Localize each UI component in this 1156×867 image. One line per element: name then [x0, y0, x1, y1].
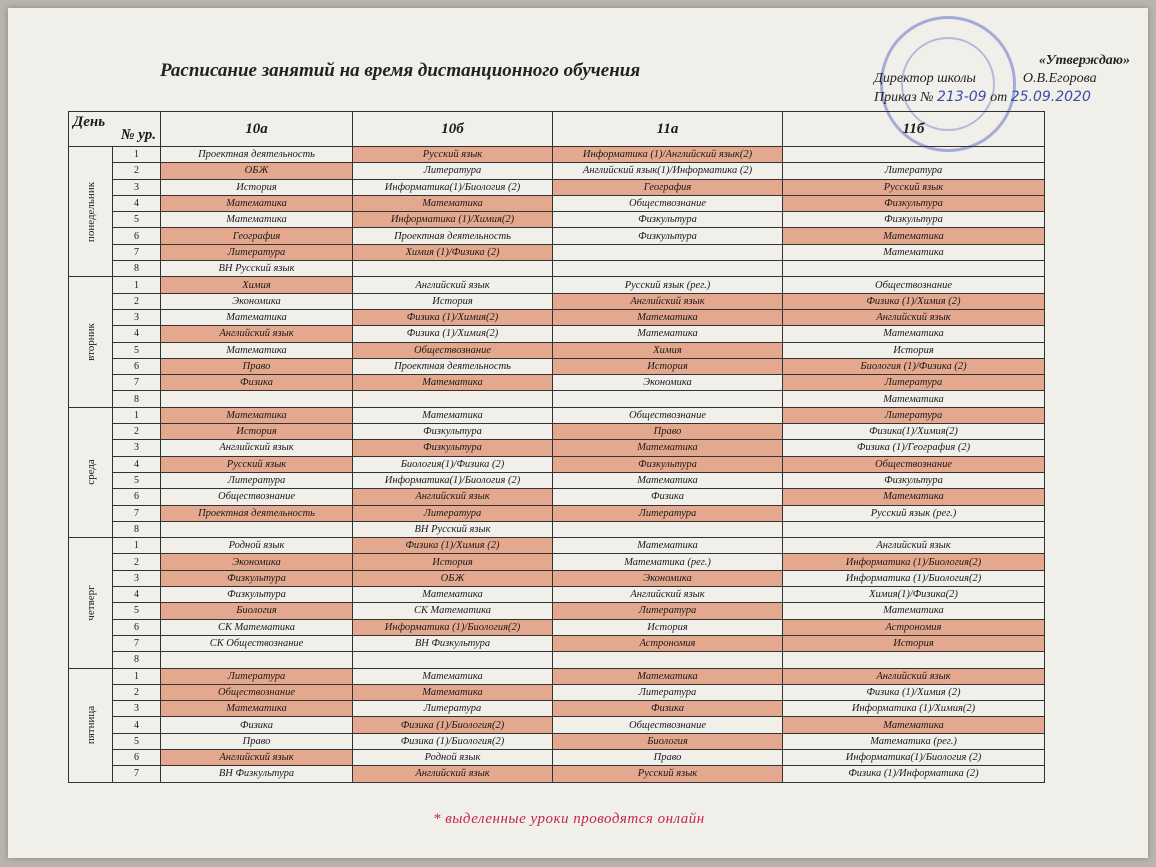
- lesson-number: 8: [113, 261, 161, 277]
- page-title: Расписание занятий на время дистанционного обучения: [160, 60, 641, 81]
- lesson-cell: ВН Физкультура: [161, 766, 353, 782]
- lesson-cell: Физика (1)/Химия(2): [353, 326, 553, 342]
- lesson-number: 7: [113, 244, 161, 260]
- lesson-number: 7: [113, 635, 161, 651]
- lesson-cell-online: Математика: [161, 701, 353, 717]
- day-label: вторник: [84, 323, 97, 361]
- lesson-cell-online: Математика: [353, 195, 553, 211]
- lesson-number: 3: [113, 701, 161, 717]
- day-label-cell: [69, 277, 113, 407]
- table-row: [69, 619, 1045, 635]
- lesson-cell: Физкультура: [783, 472, 1045, 488]
- lesson-cell-online: Русский язык: [783, 179, 1045, 195]
- lesson-cell: Физика: [161, 717, 353, 733]
- lesson-number: 1: [113, 407, 161, 423]
- table-row: [69, 652, 1045, 668]
- lesson-number: 5: [113, 342, 161, 358]
- lesson-cell-online: Английский язык: [553, 293, 783, 309]
- lesson-cell: [161, 652, 353, 668]
- lesson-number: 4: [113, 195, 161, 211]
- lesson-cell-online: Литература: [553, 505, 783, 521]
- lesson-cell: СК Математика: [353, 603, 553, 619]
- lesson-cell: [353, 261, 553, 277]
- lesson-cell-online: Информатика (1)/Химия(2): [353, 212, 553, 228]
- lesson-cell-online: Математика: [553, 440, 783, 456]
- day-label: понедельник: [84, 181, 97, 242]
- lesson-cell: Английский язык: [161, 440, 353, 456]
- lesson-number: 6: [113, 489, 161, 505]
- lesson-cell-online: Физика (1)/Химия (2): [783, 293, 1045, 309]
- table-row: [69, 326, 1045, 342]
- lesson-cell: [161, 521, 353, 537]
- approval-block: [874, 52, 1144, 107]
- lesson-cell-online: Физика (1)/Биология(2): [353, 717, 553, 733]
- lesson-cell: Обществознание: [553, 407, 783, 423]
- lesson-cell: Проектная деятельность: [161, 147, 353, 163]
- lesson-number: 4: [113, 587, 161, 603]
- table-row: [69, 717, 1045, 733]
- lesson-cell: История: [783, 342, 1045, 358]
- lesson-cell: Информатика(1)/Биология (2): [783, 749, 1045, 765]
- corner-header: [69, 112, 161, 147]
- lesson-cell-online: Право: [553, 424, 783, 440]
- lesson-cell: Литература: [353, 163, 553, 179]
- lesson-number: 1: [113, 538, 161, 554]
- lesson-cell-online: Математика: [161, 407, 353, 423]
- table-row: [69, 538, 1045, 554]
- lesson-cell: Математика: [353, 407, 553, 423]
- table-row: [69, 472, 1045, 488]
- lesson-cell-online: Обществознание: [161, 684, 353, 700]
- lesson-number: 4: [113, 456, 161, 472]
- lesson-cell-online: Проектная деятельность: [161, 505, 353, 521]
- table-row: [69, 733, 1045, 749]
- order-date: 25.09.2020: [1010, 89, 1091, 105]
- lesson-cell: Математика: [783, 326, 1045, 342]
- lesson-cell: Химия(1)/Физика(2): [783, 587, 1045, 603]
- schedule-sheet: [8, 8, 1148, 858]
- lesson-number: 3: [113, 179, 161, 195]
- table-row: [69, 668, 1045, 684]
- lesson-cell-online: Экономика: [553, 570, 783, 586]
- lesson-cell-online: Литература: [553, 603, 783, 619]
- day-label: пятница: [84, 705, 97, 745]
- lesson-cell-online: Обществознание: [353, 342, 553, 358]
- lesson-cell: Математика: [161, 212, 353, 228]
- lesson-number: 3: [113, 440, 161, 456]
- table-row: [69, 440, 1045, 456]
- lesson-cell-online: География: [553, 179, 783, 195]
- table-row: [69, 684, 1045, 700]
- table-row: [69, 375, 1045, 391]
- lesson-cell: [161, 391, 353, 407]
- lesson-cell: Английский язык: [553, 587, 783, 603]
- lesson-cell-online: Биология (1)/Физика (2): [783, 358, 1045, 374]
- lesson-cell-online: Химия (1)/Физика (2): [353, 244, 553, 260]
- order-number: 213-09: [936, 89, 987, 105]
- lesson-cell-online: Английский язык: [783, 668, 1045, 684]
- table-row: [69, 147, 1045, 163]
- lesson-cell-online: Информатика (1)/Английский язык(2): [553, 147, 783, 163]
- lesson-cell-online: Математика: [353, 375, 553, 391]
- lesson-cell: [353, 652, 553, 668]
- lesson-cell: Физкультура: [783, 212, 1045, 228]
- lesson-number: 5: [113, 472, 161, 488]
- lesson-cell-online: Информатика (1)/Биология(2): [353, 619, 553, 635]
- lesson-number: 3: [113, 570, 161, 586]
- lesson-cell: История: [353, 293, 553, 309]
- table-row: [69, 424, 1045, 440]
- lesson-cell-online: Литература: [161, 244, 353, 260]
- lesson-cell: Математика (рег.): [553, 554, 783, 570]
- lesson-cell: Право: [161, 733, 353, 749]
- class-header-11b: 11б: [783, 112, 1045, 147]
- lesson-number: 6: [113, 358, 161, 374]
- lesson-cell: [553, 244, 783, 260]
- lesson-cell: [353, 391, 553, 407]
- lesson-cell-online: Физкультура: [353, 440, 553, 456]
- lesson-cell-online: Русский язык: [353, 147, 553, 163]
- day-label-cell: [69, 147, 113, 277]
- lesson-cell-online: Русский язык: [553, 766, 783, 782]
- class-header-10b: 10б: [353, 112, 553, 147]
- lesson-cell-online: Химия: [161, 277, 353, 293]
- lesson-cell-online: Литература: [353, 505, 553, 521]
- lesson-cell: Экономика: [553, 375, 783, 391]
- lesson-cell: Литература: [553, 684, 783, 700]
- table-row: [69, 505, 1045, 521]
- lesson-number: 7: [113, 375, 161, 391]
- lesson-number: 2: [113, 424, 161, 440]
- lesson-cell: Физкультура: [353, 424, 553, 440]
- lesson-cell: Математика: [783, 244, 1045, 260]
- lesson-number: 3: [113, 309, 161, 325]
- table-row: [69, 701, 1045, 717]
- lesson-cell: Обществознание: [161, 489, 353, 505]
- table-row: [69, 635, 1045, 651]
- class-header-10a: 10а: [161, 112, 353, 147]
- lesson-cell: Информатика(1)/Биология (2): [353, 472, 553, 488]
- lesson-cell: ВН Физкультура: [353, 635, 553, 651]
- table-row: [69, 570, 1045, 586]
- table-row: [69, 277, 1045, 293]
- lesson-cell-online: Физкультура: [783, 195, 1045, 211]
- lesson-cell: СК Математика: [161, 619, 353, 635]
- lesson-cell: Физика: [553, 489, 783, 505]
- lesson-cell: Английский язык: [783, 538, 1045, 554]
- corner-day-label: День: [73, 114, 106, 130]
- corner-num-label: № ур.: [120, 127, 156, 143]
- lesson-cell: [553, 391, 783, 407]
- lesson-cell: Математика: [553, 326, 783, 342]
- lesson-cell: Информатика (1)/Химия(2): [783, 701, 1045, 717]
- lesson-cell-online: Физкультура: [161, 570, 353, 586]
- lesson-cell: Физкультура: [161, 587, 353, 603]
- lesson-number: 5: [113, 212, 161, 228]
- day-label: четверг: [84, 585, 97, 621]
- table-row: [69, 195, 1045, 211]
- lesson-cell: Родной язык: [161, 538, 353, 554]
- lesson-cell: [553, 521, 783, 537]
- lesson-cell: [783, 652, 1045, 668]
- lesson-cell-online: Обществознание: [783, 456, 1045, 472]
- lesson-cell-online: Математика: [783, 717, 1045, 733]
- lesson-cell-online: Физика (1)/Химия(2): [353, 309, 553, 325]
- table-row: [69, 407, 1045, 423]
- lesson-number: 5: [113, 603, 161, 619]
- class-header-11a: 11а: [553, 112, 783, 147]
- lesson-cell: История: [553, 619, 783, 635]
- table-row: [69, 212, 1045, 228]
- lesson-cell: Математика: [353, 587, 553, 603]
- online-footnote: * выделенные уроки проводятся онлайн: [433, 811, 705, 827]
- lesson-number: 2: [113, 163, 161, 179]
- lesson-cell-online: География: [161, 228, 353, 244]
- lesson-cell: Информатика(1)/Биология (2): [353, 179, 553, 195]
- lesson-cell: [783, 147, 1045, 163]
- lesson-cell: Русский язык (рег.): [553, 277, 783, 293]
- lesson-cell: Проектная деятельность: [353, 358, 553, 374]
- lesson-cell-online: Информатика (1)/Биология(2): [783, 554, 1045, 570]
- lesson-cell-online: Английский язык: [353, 489, 553, 505]
- lesson-number: 2: [113, 293, 161, 309]
- director-line: [874, 70, 1144, 88]
- date-label: от: [990, 90, 1008, 105]
- lesson-cell: СК Обществознание: [161, 635, 353, 651]
- table-row: [69, 587, 1045, 603]
- lesson-cell-online: История: [161, 424, 353, 440]
- lesson-cell-online: Английский язык: [783, 309, 1045, 325]
- director-name: О.В.Егорова: [1022, 71, 1097, 86]
- lesson-cell-online: Биология: [553, 733, 783, 749]
- lesson-cell: Математика: [553, 472, 783, 488]
- lesson-cell: Физика (1)/Информатика (2): [783, 766, 1045, 782]
- lesson-number: 7: [113, 505, 161, 521]
- lesson-number: 8: [113, 521, 161, 537]
- lesson-cell-online: История: [553, 358, 783, 374]
- lesson-number: 1: [113, 147, 161, 163]
- approval-header: «Утверждаю»: [1038, 53, 1130, 68]
- lesson-number: 4: [113, 326, 161, 342]
- table-row: [69, 749, 1045, 765]
- lesson-number: 2: [113, 554, 161, 570]
- table-row: [69, 391, 1045, 407]
- lesson-cell: Литература: [783, 163, 1045, 179]
- lesson-cell-online: Астрономия: [553, 635, 783, 651]
- day-label: среда: [84, 459, 97, 486]
- lesson-cell-online: История: [783, 635, 1045, 651]
- lesson-cell: Экономика: [161, 293, 353, 309]
- lesson-cell: Информатика (1)/Биология(2): [783, 570, 1045, 586]
- lesson-cell: Математика: [553, 538, 783, 554]
- lesson-cell-online: Литература: [161, 668, 353, 684]
- lesson-cell: Математика: [161, 309, 353, 325]
- table-row: [69, 179, 1045, 195]
- table-row: [69, 293, 1045, 309]
- table-row: [69, 521, 1045, 537]
- table-row: [69, 554, 1045, 570]
- table-row: [69, 456, 1045, 472]
- lesson-cell: Родной язык: [353, 749, 553, 765]
- lesson-cell-online: Химия: [553, 342, 783, 358]
- lesson-cell: Проектная деятельность: [353, 228, 553, 244]
- lesson-number: 6: [113, 619, 161, 635]
- lesson-cell: Биология(1)/Физика (2): [353, 456, 553, 472]
- schedule-table: [68, 111, 1045, 783]
- table-row: [69, 358, 1045, 374]
- lesson-cell: Математика: [161, 342, 353, 358]
- lesson-cell: Физика(1)/Химия(2): [783, 424, 1045, 440]
- lesson-cell: [783, 261, 1045, 277]
- table-row: [69, 766, 1045, 782]
- lesson-cell: Физика (1)/Биология(2): [353, 733, 553, 749]
- lesson-cell: Математика: [353, 668, 553, 684]
- table-row: [69, 244, 1045, 260]
- lesson-cell-online: Математика: [353, 684, 553, 700]
- lesson-cell-online: Русский язык: [161, 456, 353, 472]
- lesson-cell: [783, 521, 1045, 537]
- lesson-number: 1: [113, 277, 161, 293]
- lesson-cell: ВН Русский язык: [161, 261, 353, 277]
- lesson-cell-online: Английский язык: [353, 766, 553, 782]
- lesson-cell: Математика: [783, 603, 1045, 619]
- lesson-cell-online: Экономика: [161, 554, 353, 570]
- lesson-number: 8: [113, 391, 161, 407]
- lesson-cell: Обществознание: [553, 717, 783, 733]
- table-row: [69, 228, 1045, 244]
- lesson-cell: Обществознание: [553, 195, 783, 211]
- lesson-cell-online: Литература: [783, 407, 1045, 423]
- lesson-cell-online: ОБЖ: [353, 570, 553, 586]
- lesson-cell-online: Физкультура: [553, 456, 783, 472]
- lesson-cell: [553, 261, 783, 277]
- lesson-cell: Математика: [783, 391, 1045, 407]
- lesson-cell-online: История: [353, 554, 553, 570]
- lesson-cell-online: Физика: [161, 375, 353, 391]
- lesson-number: 6: [113, 228, 161, 244]
- lesson-cell: Физкультура: [553, 228, 783, 244]
- lesson-number: 4: [113, 717, 161, 733]
- order-label: Приказ №: [874, 90, 934, 105]
- table-row: [69, 489, 1045, 505]
- lesson-cell-online: Физика: [553, 701, 783, 717]
- lesson-cell-online: Математика: [783, 228, 1045, 244]
- order-line: [874, 88, 1144, 107]
- lesson-cell: История: [161, 179, 353, 195]
- lesson-cell: ВН Русский язык: [353, 521, 553, 537]
- lesson-cell-online: Английский язык: [161, 326, 353, 342]
- schedule-body: [69, 147, 1045, 783]
- lesson-cell-online: Право: [161, 358, 353, 374]
- day-label-cell: [69, 538, 113, 668]
- lesson-cell-online: Биология: [161, 603, 353, 619]
- lesson-cell-online: Астрономия: [783, 619, 1045, 635]
- lesson-number: 8: [113, 652, 161, 668]
- lesson-number: 1: [113, 668, 161, 684]
- table-row: [69, 163, 1045, 179]
- table-row: [69, 261, 1045, 277]
- table-row: [69, 309, 1045, 325]
- lesson-cell: Физкультура: [553, 212, 783, 228]
- lesson-cell-online: Математика: [553, 668, 783, 684]
- day-label-cell: [69, 407, 113, 537]
- lesson-cell-online: Математика: [161, 195, 353, 211]
- lesson-cell: Право: [553, 749, 783, 765]
- lesson-cell-online: Английский язык: [161, 749, 353, 765]
- lesson-cell: Литература: [161, 472, 353, 488]
- lesson-cell: Математика (рег.): [783, 733, 1045, 749]
- lesson-cell: Физика (1)/Химия (2): [783, 684, 1045, 700]
- lesson-cell: [553, 652, 783, 668]
- lesson-cell: Литература: [353, 701, 553, 717]
- lesson-cell-online: Физика (1)/Химия (2): [353, 538, 553, 554]
- lesson-cell-online: Математика: [553, 309, 783, 325]
- lesson-cell: Английский язык: [353, 277, 553, 293]
- director-label: Директор школы: [874, 71, 976, 86]
- lesson-cell-online: Математика: [783, 489, 1045, 505]
- table-row: [69, 603, 1045, 619]
- lesson-number: 6: [113, 749, 161, 765]
- lesson-cell-online: Литература: [783, 375, 1045, 391]
- lesson-cell-online: ОБЖ: [161, 163, 353, 179]
- lesson-number: 5: [113, 733, 161, 749]
- lesson-cell: Физика (1)/География (2): [783, 440, 1045, 456]
- lesson-cell: Английский язык(1)/Информатика (2): [553, 163, 783, 179]
- table-row: [69, 342, 1045, 358]
- lesson-number: 2: [113, 684, 161, 700]
- lesson-cell: Русский язык (рег.): [783, 505, 1045, 521]
- lesson-number: 7: [113, 766, 161, 782]
- day-label-cell: [69, 668, 113, 782]
- lesson-cell: Обществознание: [783, 277, 1045, 293]
